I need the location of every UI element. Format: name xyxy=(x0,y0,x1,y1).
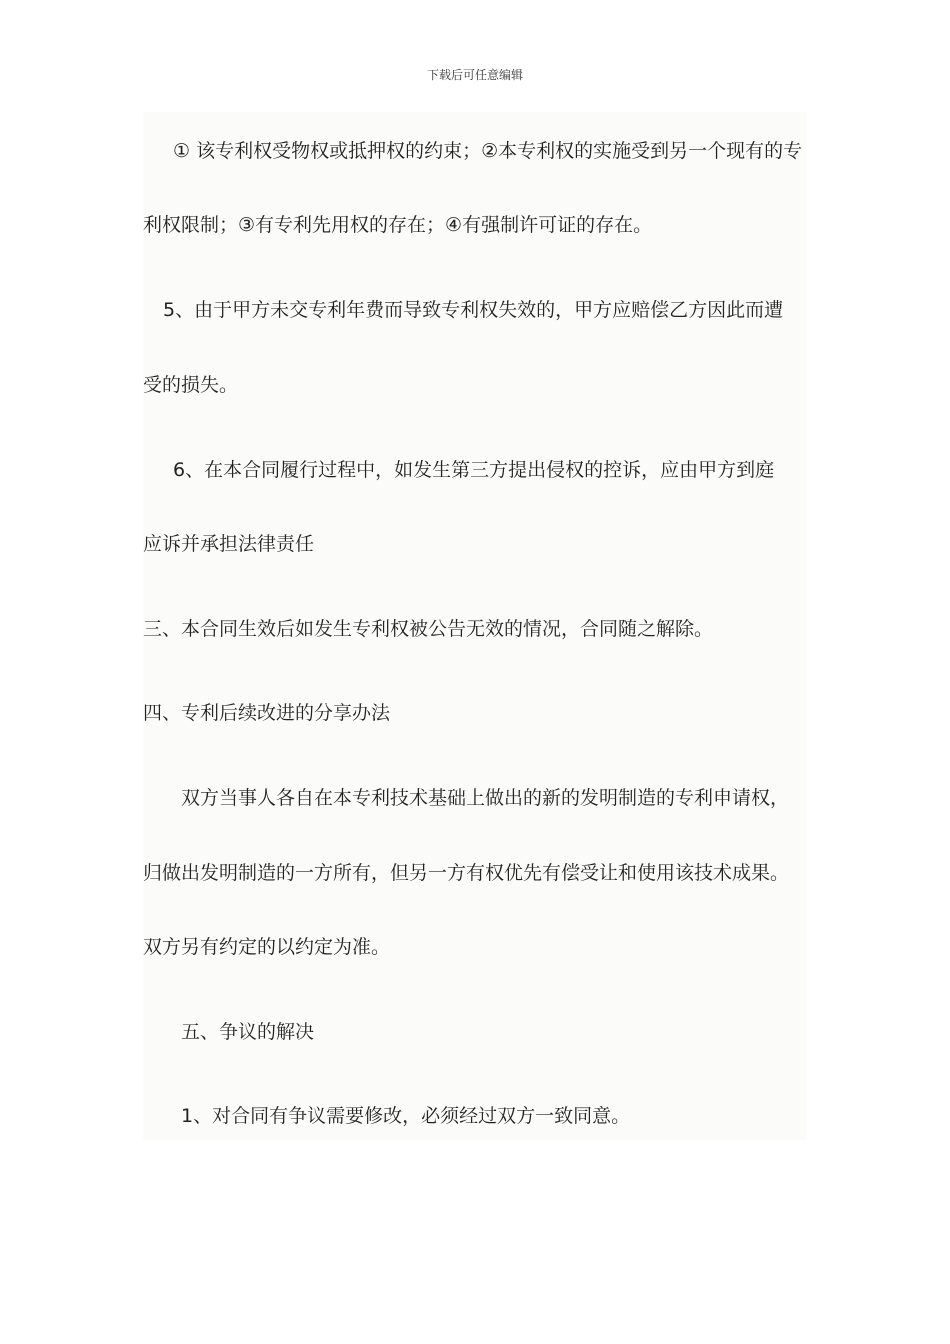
text-line: 归做出发明制造的一方所有，但另一方有权优先有偿受让和使用该技术成果。 xyxy=(143,862,790,884)
text-line: 5、由于甲方未交专利年费而导致专利权失效的，甲方应赔偿乙方因此而遭 xyxy=(163,299,784,321)
text-line: 1、对合同有争议需要修改，必须经过双方一致同意。 xyxy=(181,1105,631,1127)
section-heading: 五、争议的解决 xyxy=(181,1021,315,1043)
text-line: 双方当事人各自在本专利技术基础上做出的新的发明制造的专利申请权， xyxy=(181,787,790,809)
text-line: 应诉并承担法律责任 xyxy=(143,533,315,555)
text-line: 6、在本合同履行过程中，如发生第三方提出侵权的控诉，应由甲方到庭 xyxy=(173,459,775,481)
page-header: 下载后可任意编辑 xyxy=(426,68,523,82)
text-line: 利权限制；③有专利先用权的存在；④有强制许可证的存在。 xyxy=(143,214,653,236)
text-line: ① 该专利权受物权或抵押权的约束；②本专利权的实施受到另一个现有的专 xyxy=(173,140,803,162)
section-heading: 四、专利后续改进的分享办法 xyxy=(143,702,391,724)
text-line: 受的损失。 xyxy=(143,374,239,396)
document-body xyxy=(143,112,807,1140)
section-heading: 三、本合同生效后如发生专利权被公告无效的情况，合同随之解除。 xyxy=(143,618,714,640)
text-line: 双方另有约定的以约定为准。 xyxy=(143,936,391,958)
